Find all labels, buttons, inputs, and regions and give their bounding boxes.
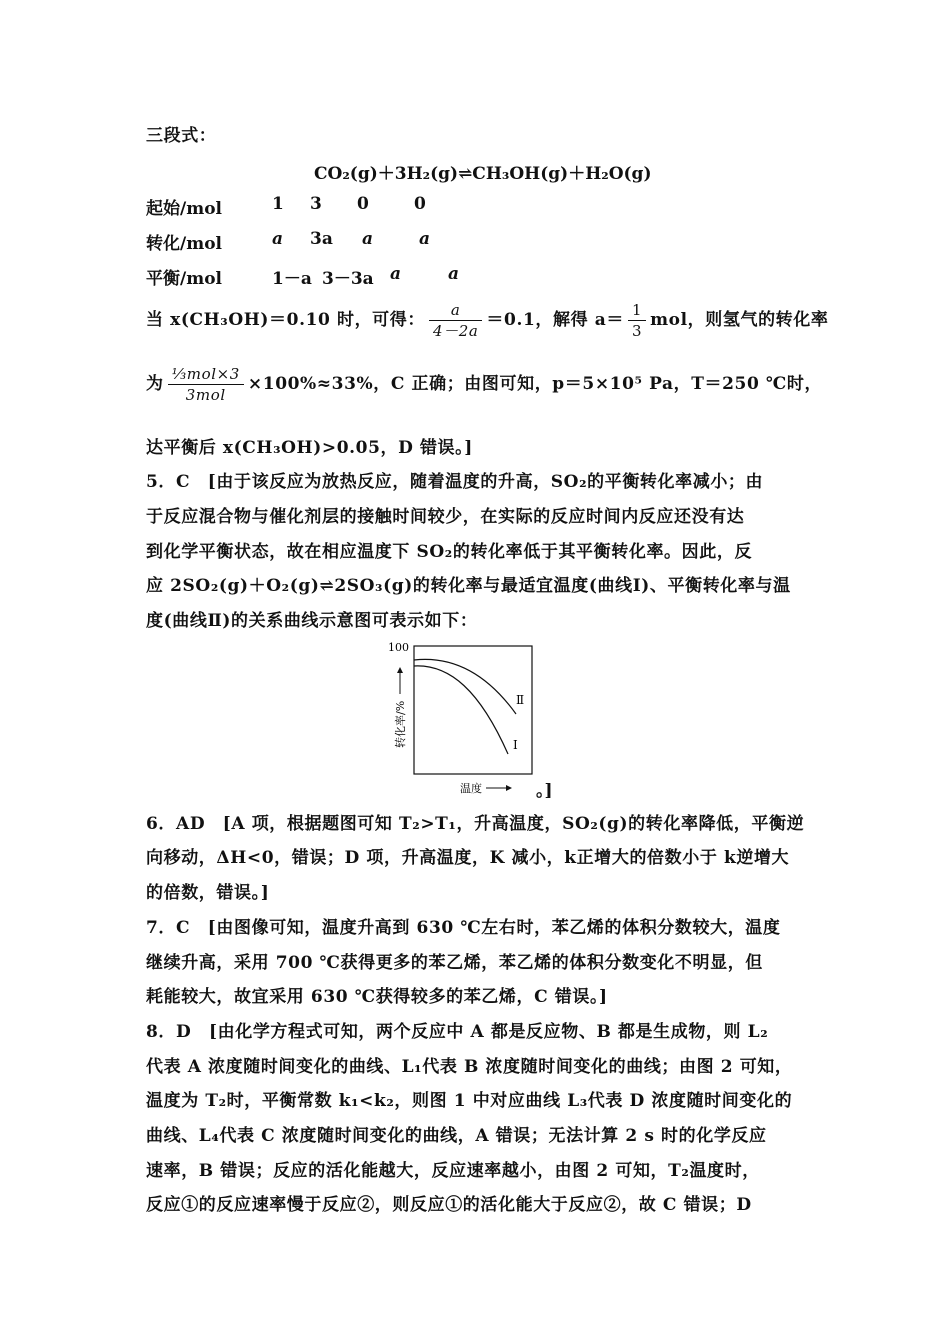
x-axis-label: 温度 xyxy=(460,782,482,795)
answer-line: 7．C [由图像可知，温度升高到 630 ℃左右时，苯乙烯的体积分数较大，温度 xyxy=(146,918,781,938)
text: ＝0.1，解得 a＝ xyxy=(486,310,624,330)
answer-line: 代表 A 浓度随时间变化的曲线、L₁代表 B 浓度随时间变化的曲线；由图 2 可知， xyxy=(146,1057,793,1077)
text: mol，则氢气的转化率 xyxy=(650,310,829,330)
text: 当 x(CH₃OH)＝0.10 时，可得： xyxy=(146,310,425,330)
row-label: 起始/mol xyxy=(146,199,222,219)
answer-line: 继续升高，采用 700 ℃获得更多的苯乙烯，苯乙烯的体积分数变化不明显，但 xyxy=(146,953,763,973)
section-heading: 三段式： xyxy=(146,126,217,146)
cell: 1 xyxy=(272,194,284,214)
cell: 1－a xyxy=(272,269,312,289)
denominator: 4－2a xyxy=(432,322,479,340)
y-axis-label: 转化率/% xyxy=(394,700,407,748)
row-label: 平衡/mol xyxy=(146,269,222,289)
cell: 0 xyxy=(414,194,426,214)
y-axis-arrow-head xyxy=(397,667,403,673)
row-label: 转化/mol xyxy=(146,234,222,254)
fraction xyxy=(628,300,646,341)
curve-I xyxy=(414,666,508,754)
cell: a xyxy=(448,264,460,284)
numerator: 1 xyxy=(628,300,646,321)
x-axis-arrow-head xyxy=(506,785,512,791)
text: 为 xyxy=(146,374,164,394)
curve-label-II: Ⅱ xyxy=(516,693,525,707)
answer-line: 8．D [由化学方程式可知，两个反应中 A 都是反应物、B 都是生成物，则 L₂ xyxy=(146,1022,769,1042)
cell: a xyxy=(390,264,402,284)
numerator: a xyxy=(429,300,482,321)
calc-line-2 xyxy=(146,362,822,406)
answer-line: 度(曲线Ⅱ)的关系曲线示意图可表示如下： xyxy=(146,611,478,631)
answer-line: 6．AD [A 项，根据题图可知 T₂>T₁，升高温度，SO₂(g)的转化率降低，平衡逆 xyxy=(146,814,805,834)
answer-line: 速率，B 错误；反应的活化能越大，反应速率越小，由图 2 可知，T₂温度时， xyxy=(146,1161,760,1181)
answer-line: 向移动，ΔH<0，错误；D 项，升高温度，K 减小，k正增大的倍数小于 k逆增大 xyxy=(146,848,790,868)
cell: 3a xyxy=(310,229,333,249)
answer-line: 5．C [由于该反应为放热反应，随着温度的升高，SO₂的平衡转化率减小；由 xyxy=(146,472,764,492)
cell: a xyxy=(419,229,431,249)
calc-line-1 xyxy=(146,300,828,341)
plot-frame xyxy=(414,646,532,774)
cell: a xyxy=(272,229,284,249)
numerator: ⅓mol×3 xyxy=(168,364,244,385)
cell: 3－3a xyxy=(322,269,374,289)
denominator: 3 xyxy=(631,322,643,340)
answer-line: 耗能较大，故宜采用 630 ℃获得较多的苯乙烯，C 错误。] xyxy=(146,987,608,1007)
fraction xyxy=(168,364,244,405)
curve-label-I: Ⅰ xyxy=(513,738,518,752)
answer-line: 应 2SO₂(g)＋O₂(g)⇌2SO₃(g)的转化率与最适宜温度(曲线Ⅰ)、平衡转化率与温 xyxy=(146,576,791,596)
cell: 0 xyxy=(357,194,369,214)
y-max-label: 100 xyxy=(388,641,409,654)
answer-line: 于反应混合物与催化剂层的接触时间较少，在实际的反应时间内反应还没有达 xyxy=(146,507,745,527)
answer-line: 温度为 T₂时，平衡常数 k₁<k₂，则图 1 中对应曲线 L₃代表 D 浓度随时间变化的 xyxy=(146,1091,793,1111)
cell: 3 xyxy=(310,194,322,214)
fraction xyxy=(429,300,482,341)
text: ×100%≈33%，C 正确；由图可知，p＝5×10⁵ Pa，T＝250 ℃时， xyxy=(247,374,823,394)
answer-line: 的倍数，错误。] xyxy=(146,883,270,903)
calc-line-3: 达平衡后 x(CH₃OH)>0.05，D 错误。] xyxy=(146,438,473,458)
answer-line: 到化学平衡状态，故在相应温度下 SO₂的转化率低于其平衡转化率。因此，反 xyxy=(146,542,753,562)
answer-line: 反应①的反应速率慢于反应②，则反应①的活化能大于反应②，故 C 错误；D xyxy=(146,1195,752,1215)
reaction-equation: CO₂(g)＋3H₂(g)⇌CH₃OH(g)＋H₂O(g) xyxy=(314,164,652,184)
answer-line: 曲线、L₄代表 C 浓度随时间变化的曲线，A 错误；无法计算 2 s 时的化学反应 xyxy=(146,1126,767,1146)
figure-closing: 。] xyxy=(536,781,553,801)
cell: a xyxy=(362,229,374,249)
denominator: 3mol xyxy=(185,386,226,404)
